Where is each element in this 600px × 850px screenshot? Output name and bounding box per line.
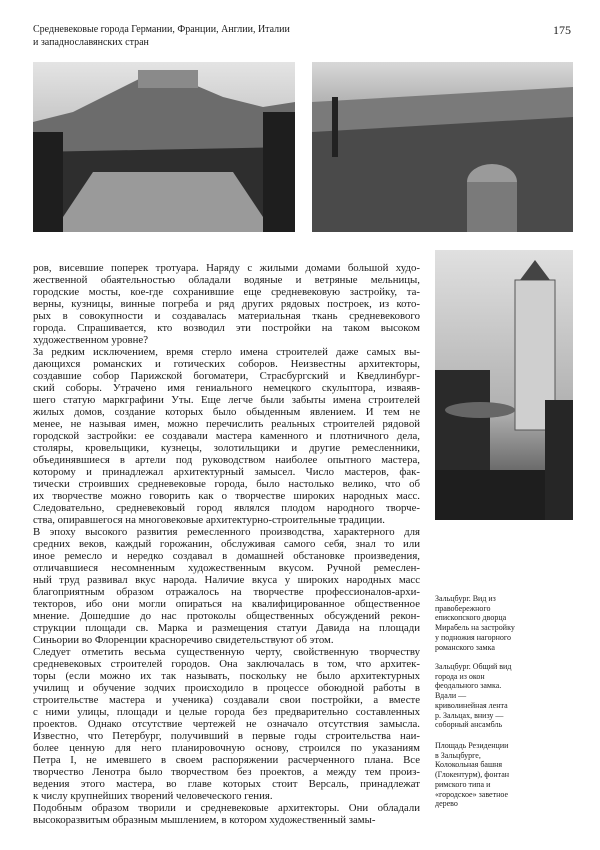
caption-line: римского типа и xyxy=(435,779,491,789)
text-line: Синьории во Флоренции красноречиво свидетельствуют об этом. xyxy=(33,634,334,646)
text-line: Подобным образом творили и средневековые архитекторы. Они обладали xyxy=(33,802,420,814)
caption-line: (Глокентурм), фонтан xyxy=(435,770,510,780)
text-line: рых в совокупности и создавалась материальная ткань средневекового xyxy=(33,310,420,322)
text-line: ный труд развивал вкус народа. Наличие вкуса у широких народных масс xyxy=(33,574,420,586)
caption-line: соборный ансамбль xyxy=(435,720,503,730)
text-line: города. Спрашивается, кто возводил эти постройки на таком высоком xyxy=(33,322,420,334)
text-line: художественном уровне? xyxy=(33,334,148,346)
text-line: ства, опиравшегося на многовековые архитектурно-строительные традиции. xyxy=(33,514,385,526)
text-line: струкции площади св. Марка и размещения статуи Давида на площади xyxy=(33,622,420,634)
text-line: училищ и обучение зодчих происходило в процессе обоюдной работы в xyxy=(33,682,420,694)
text-line: тически строивших средневековые города, было настолько велико, что об xyxy=(33,478,420,490)
running-header xyxy=(33,23,290,49)
text-line: текторов, ибо они могли опираться на квалифицированное общественное xyxy=(33,598,420,610)
text-line: городские мосты, кое-где сохранившие еще средневековую застройку, та- xyxy=(33,286,420,298)
paragraph xyxy=(33,346,420,526)
caption-line: Колокольная башня xyxy=(435,760,503,770)
text-line: городской застройки: ее создавали мастера каменного и плотничного дела, xyxy=(33,430,420,442)
caption-photo-2 xyxy=(435,662,575,730)
caption-line: дерево xyxy=(435,799,458,809)
paragraph xyxy=(33,646,420,802)
text-line: торы (если можно их так называть, поскольку не было архитектурных xyxy=(33,670,420,682)
text-line: шего статую маркграфини Уты. Еще легче были забыты имена строителей xyxy=(33,394,420,406)
paragraph xyxy=(33,802,420,826)
caption-line: «городское» заветное xyxy=(435,789,509,799)
paragraph xyxy=(33,526,420,646)
caption-line: правобережного xyxy=(435,603,491,613)
body-text xyxy=(33,262,420,826)
text-line: Петра I, не имевшего в своем распоряжении расчерченного плана. Все xyxy=(33,754,420,766)
photo-residenzplatz xyxy=(435,250,573,520)
caption-line: епископского дворца xyxy=(435,613,507,623)
caption-line: Вдали — xyxy=(435,691,467,701)
text-line: Известно, что Петербург, получивший в первые годы строительства наи- xyxy=(33,730,420,742)
text-line: жилых домов, создание которых было обыденным явлением. И тем не xyxy=(33,406,420,418)
caption-line: Мирабель на застройку xyxy=(435,623,515,633)
text-line: создавшие собор Парижской богоматери, Страсбургский и Кведлинбург- xyxy=(33,370,420,382)
caption-line: криволинейная лента xyxy=(435,700,508,710)
text-line: ров, висевшие поперек тротуара. Наряду с жилыми домами большой худо- xyxy=(33,262,420,274)
caption-line: р. Зальцах, внизу — xyxy=(435,710,504,720)
caption-line: Площадь Резиденции xyxy=(435,741,509,750)
text-line: проектов. Однако отсутствие чертежей не означало отсутствия замысла. xyxy=(33,718,420,730)
text-line: иное ремесло и нередко создавал в домашней обстановке произведения, xyxy=(33,550,420,562)
text-line: более ценную для него планировочную основу, строился по указаниям xyxy=(33,742,420,754)
text-line: дающихся романских и готических соборов. Неизвестны архитекторы, xyxy=(33,358,420,370)
photo-salzburg-panorama xyxy=(312,62,573,232)
text-line: В эпоху высокого развития ремесленного производства, характерного для xyxy=(33,526,420,538)
text-line: которому и принадлежал архитектурный замысел. Число мастеров, фак- xyxy=(33,466,420,478)
text-line: средневековых строителей городов. Она заключалась в том, что архитек- xyxy=(33,658,420,670)
page-number: 175 xyxy=(553,23,571,37)
caption-line: феодального замка. xyxy=(435,681,502,691)
text-line: объединявшиеся в артели под руководством наиболее опытного мастера, xyxy=(33,454,420,466)
caption-line: романского замка xyxy=(435,642,495,652)
text-line: ведения этого мастера, во главе которых стоит Версаль, принадлежат xyxy=(33,778,420,790)
caption-line: у подножия нагорного xyxy=(435,632,511,642)
caption-line: Зальцбург. Вид из xyxy=(435,594,496,603)
running-header-line: и западнославянских стран xyxy=(33,37,149,48)
caption-photo-3 xyxy=(435,741,575,809)
text-line: жественной обаятельностью обладали водяные и ветряные мельницы, xyxy=(33,274,420,286)
caption-photo-1 xyxy=(435,594,575,652)
text-line: столяры, кровельщики, кузнецы, золотильщики и другие ремесленники, xyxy=(33,442,420,454)
text-line: Следует отметить весьма существенную черту, свойственную творчеству xyxy=(33,646,420,658)
text-line: отличавшиеся несомненным художественным вкусом. Ручной ремеслен- xyxy=(33,562,420,574)
running-header-line: Средневековые города Германии, Франции, Англии, Италии xyxy=(33,24,290,35)
text-line: строительстве мастера и ученика) создавали свои постройки, а вместе xyxy=(33,694,420,706)
caption-line: Зальцбург. Общий вид xyxy=(435,662,512,671)
text-line: менее, не называя имен, можно перечислить реальных строителей рядовой xyxy=(33,418,420,430)
text-line: ский соборы. Утрачено имя гениального немецкого скульптора, изваяв- xyxy=(33,382,420,394)
text-line: верны, кузницы, винные погреба и ряд других рядовых построек, из кото- xyxy=(33,298,420,310)
text-line: творчество Ленотра было творчеством без проектов, а между тем произ- xyxy=(33,766,420,778)
text-line: мнение. Дошедшие до нас протоколы общественных обсуждений рекон- xyxy=(33,610,420,622)
caption-line: в Зальцбурге, xyxy=(435,750,481,760)
text-line: высокоразвитым образным мышлением, в котором художественный замы- xyxy=(33,814,376,826)
photo-salzburg-mirabell xyxy=(33,62,295,232)
paragraph xyxy=(33,262,420,346)
text-line: средних веков, каждый горожанин, обслуживая самого себя, знал то или xyxy=(33,538,420,550)
text-line: к числу крупнейших творений человеческого гения. xyxy=(33,790,273,802)
text-line: Следовательно, средневековый город являлся плодом народного творче- xyxy=(33,502,420,514)
caption-line: города из окон xyxy=(435,671,485,681)
text-line: За редким исключением, время стерло имена строителей даже самых вы- xyxy=(33,346,420,358)
text-line: благоприятным образом отражалось на творчестве профессионалов-архи- xyxy=(33,586,420,598)
text-line: с ними улицы, площади и целые города без предварительно составленных xyxy=(33,706,420,718)
text-line: их творчестве можно говорить как о творчестве широких народных масс. xyxy=(33,490,420,502)
